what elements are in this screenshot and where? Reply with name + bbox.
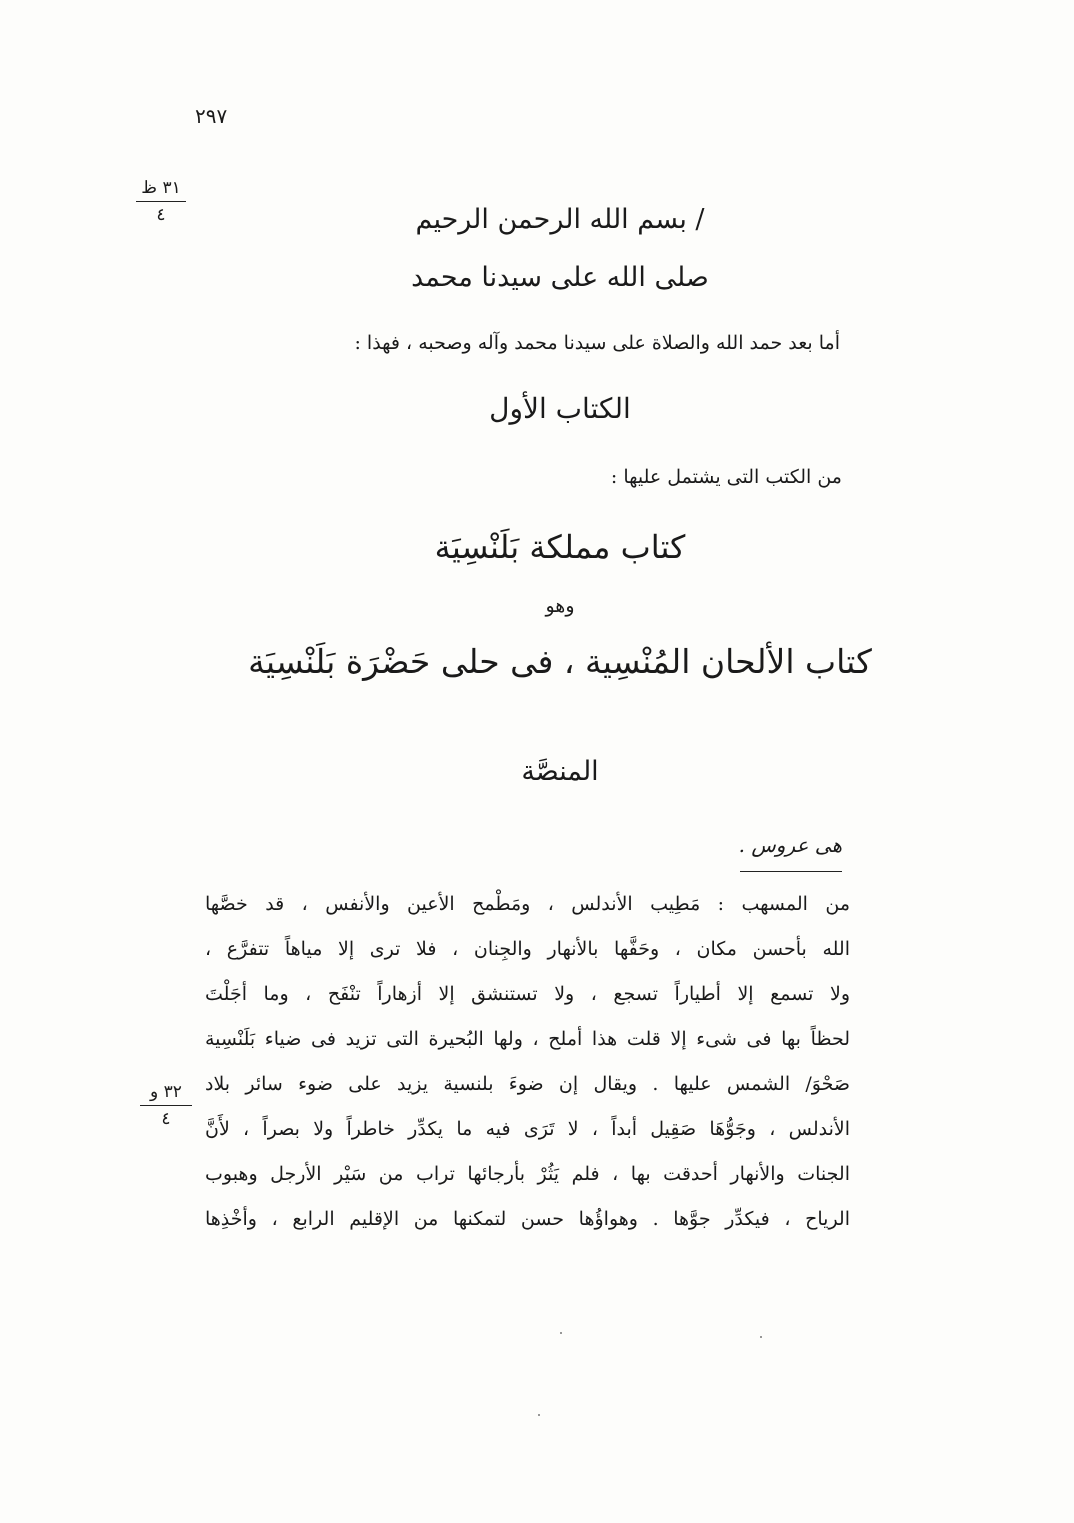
section-note: هى عروس . xyxy=(738,833,842,857)
folio-marker-top xyxy=(136,180,186,224)
folio-top-divider xyxy=(136,201,186,202)
kingdom-title: كتاب مملكة بَلَنْسِيَة xyxy=(434,528,686,566)
folio-mid-divider xyxy=(140,1105,192,1106)
conjunction-line: وهو xyxy=(545,595,575,617)
folio-mid-lower: ٤ xyxy=(161,1109,171,1129)
body-paragraph xyxy=(205,882,850,1242)
folio-marker-mid xyxy=(140,1084,192,1128)
body-line: الجنات والأنهار أحدقت بها ، فلم يَثُرْ بأرجائها تراب من سَيْر الأرجل وهبوب xyxy=(205,1163,850,1185)
salawat-line: صلى الله على سيدنا محمد xyxy=(411,262,709,293)
scan-speck xyxy=(538,1414,540,1416)
scan-speck xyxy=(760,1336,762,1338)
folio-top-lower: ٤ xyxy=(156,205,166,225)
scan-speck xyxy=(560,1332,562,1334)
body-line: من المسهب : مَطِيب الأندلس ، ومَطْمح الأعين والأنفس ، قد خصَّها xyxy=(205,893,850,915)
body-line: صَحْوَ/ الشمس عليها . ويقال إن ضوءَ بلنسية يزيد على ضوء سائر بلاد xyxy=(205,1073,850,1095)
books-intro: من الكتب التى يشتمل عليها : xyxy=(610,466,842,488)
body-line: الأندلس ، وجَوُّهَا صَقِيل أبداً ، لا تَرَى فيه ما يكدِّر خاطراً ولا بصراً ، لأَنَّ xyxy=(205,1118,850,1140)
book-full-title: كتاب الألحان المُنْسِية ، فى حلى حَضْرَة بَلَنْسِيَة xyxy=(248,642,872,681)
body-line: ولا تسمع إلا أطياراً تسجع ، ولا تستنشق إلا أزهاراً تنْفَح ، وما أجَلْتَ xyxy=(205,983,850,1005)
page-number: ٢٩٧ xyxy=(195,104,228,128)
book-title: الكتاب الأول xyxy=(489,392,631,425)
body-line: الرياح ، فيكدِّر جوَّها . وهواؤُها حسن لتمكنها من الإقليم الرابع ، وأخْذِها xyxy=(205,1208,850,1230)
section-rule xyxy=(740,871,842,872)
basmala: / بسم الله الرحمن الرحيم xyxy=(415,204,705,235)
body-line: الله بأحسن مكان ، وحَفَّها بالأنهار والجِنان ، فلا ترى إلا مياهاً تتفرَّع ، xyxy=(205,938,850,960)
intro-line: أما بعد حمد الله والصلاة على سيدنا محمد وآله وصحبه ، فهذا : xyxy=(354,332,840,354)
folio-mid-upper: ٣٢ و xyxy=(150,1082,182,1102)
section-title: المنصَّة xyxy=(521,756,599,787)
folio-top-upper: ٣١ ظ xyxy=(141,178,181,198)
body-line: لحظاً بها فى شىء إلا قلت هذا أملح ، ولها البُحيرة التى تزيد فى ضياء بَلَنْسِية xyxy=(205,1028,850,1050)
